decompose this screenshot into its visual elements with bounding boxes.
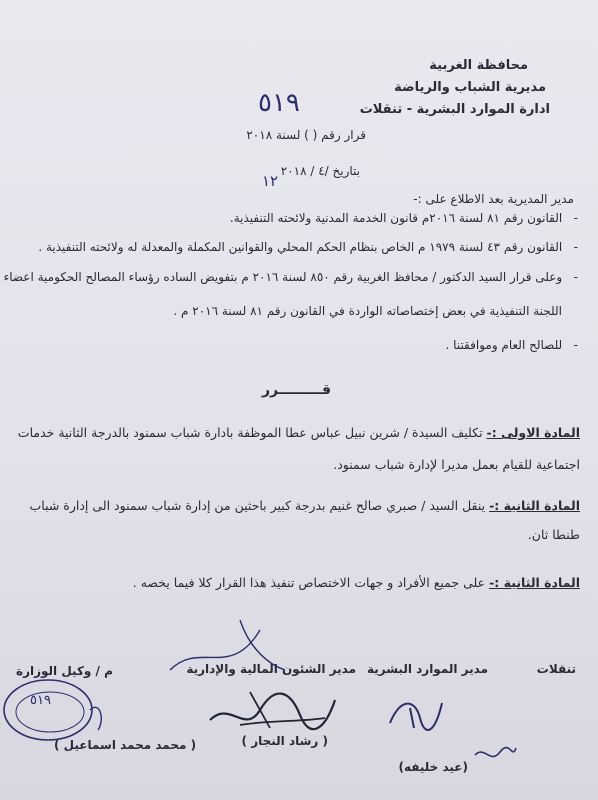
preamble-intro: مدير المديرية بعد الاطلاع على :- xyxy=(413,192,574,206)
article-3-label: المادة الثانية :- xyxy=(489,575,580,590)
preamble-item: - القانون رقم ٤٣ لسنة ١٩٧٩ م الخاص بنظام الحكم المحلي والقوانين المكملة والمعدلة له ولائحته التنفيذية . xyxy=(38,240,578,254)
signature-name-rashad: ( رشاد النجار ) xyxy=(241,734,328,748)
preamble-item: - وعلى قرار السيد الدكتور / محافظ الغربية رقم ٨٥٠ لسنة ٢٠١٦ م بتفويض الساده رؤساء المصالح الحكومية اعضاء xyxy=(3,270,578,284)
article-3-text: على جميع الأفراد و جهات الاختصاص تنفيذ هذا القرار كلا فيما يخصه . xyxy=(132,575,486,590)
article-1-text: تكليف السيدة / شرين نبيل عباس عطا الموظفة بادارة شباب سمنود بالدرجة الثانية خدمات xyxy=(17,425,483,440)
article-1-label: المادة الاولى :- xyxy=(486,425,580,440)
preamble-item-cont: اللجنة التنفيذية في بعض إختصاصاته الواردة في القانون رقم ٨١ لسنة ٢٠١٦ م . xyxy=(173,304,562,318)
decision-date-line: بتاريخ /٤ / ٢٠١٨ xyxy=(280,164,360,178)
directorate-title: مديرية الشباب والرياضة xyxy=(394,80,546,95)
article-2 xyxy=(30,498,580,513)
governorate-title: محافظة الغربية xyxy=(429,58,528,73)
signature-title-finance-manager: مدير الشئون المالية والإدارية xyxy=(186,662,356,676)
article-2-text: ينقل السيد / صبري صالح غنيم بدرجة كبير باحثين من إدارة شباب سمنود الى إدارة شباب xyxy=(29,498,486,513)
article-3 xyxy=(133,575,580,590)
article-2-label: المادة الثانية :- xyxy=(489,498,580,513)
resolved-title: قـــــــــرر xyxy=(262,382,332,398)
preamble-item: - للصالح العام وموافقتنا . xyxy=(445,338,578,352)
signature-title-undersecretary: م / وكيل الوزارة xyxy=(16,664,113,678)
signature-title-transfers: تنقلات xyxy=(536,662,576,676)
preamble-item: - القانون رقم ٨١ لسنة ٢٠١٦م قانون الخدمة المدنية ولائحته التنفيذية. xyxy=(229,211,578,225)
department-title: ادارة الموارد البشرية - تنقلات xyxy=(359,102,550,117)
signature-name-eid: (عيد خليفه) xyxy=(398,760,468,774)
decision-day-handwritten: ١٢ xyxy=(262,172,279,190)
decision-number-line: قرار رقم ( ) لسنة ٢٠١٨ xyxy=(246,128,366,142)
signature-eid-scribble xyxy=(380,688,450,738)
signature-title-hr-manager: مدير الموارد البشرية xyxy=(366,662,488,676)
stamp-circle xyxy=(0,670,110,750)
signature-transfers-initial xyxy=(470,740,520,770)
stamp-number: ٥١٩ xyxy=(30,693,51,708)
article-1 xyxy=(18,425,580,440)
signature-finance-scribble xyxy=(150,610,290,690)
signature-name-mohamed: ( محمد محمد اسماعيل ) xyxy=(54,738,197,752)
article-2-cont: طنطا ثان. xyxy=(527,527,580,542)
article-1-cont: اجتماعية للقيام بعمل مديرا لإدارة شباب سمنود. xyxy=(333,457,580,472)
decision-number-handwritten: ٥١٩ xyxy=(258,88,300,118)
